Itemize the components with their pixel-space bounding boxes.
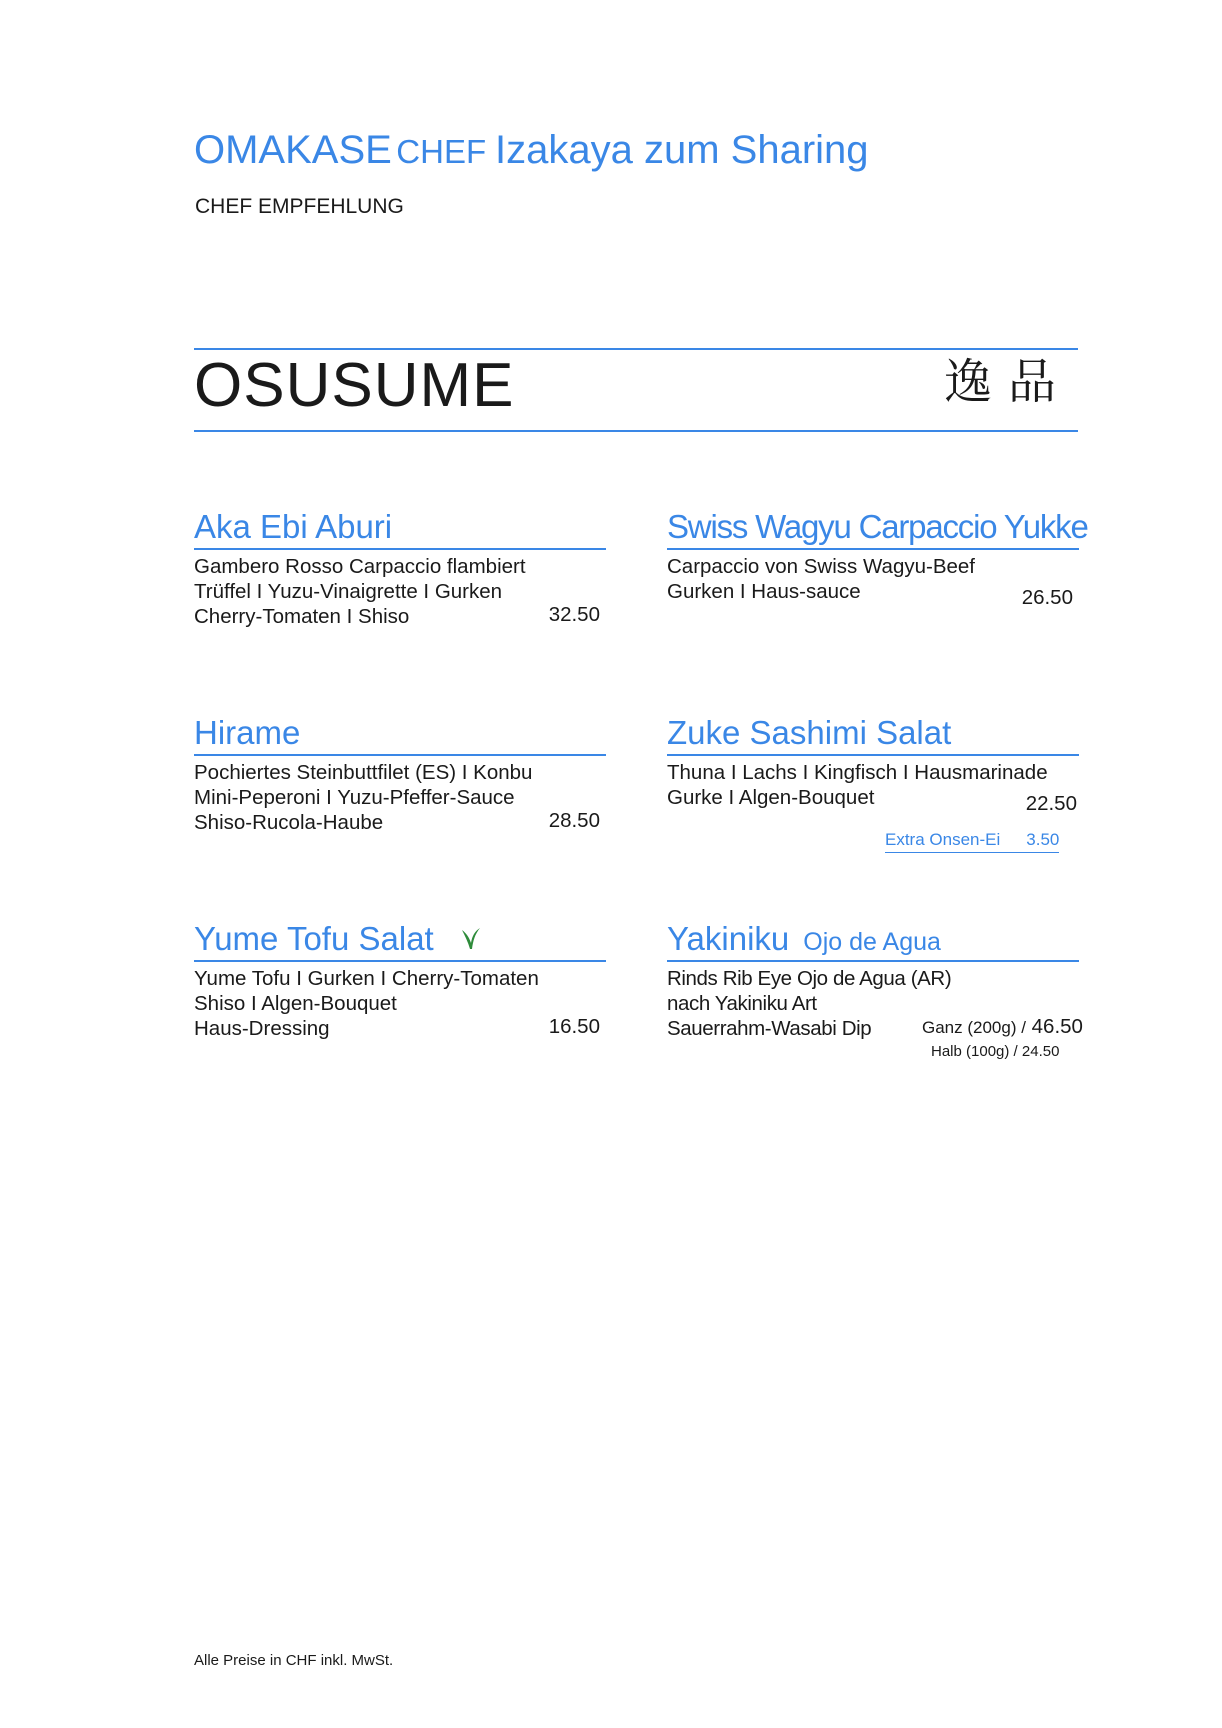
item-rule [194,548,606,550]
item-description [194,966,606,1041]
extra-label: Extra Onsen-Ei [885,830,1001,849]
title-chef: CHEF [396,133,487,170]
title-omakase: OMAKASE [194,128,392,172]
item-description [194,760,606,835]
desc-line: Yume Tofu I Gurken I Cherry-Tomaten [194,967,539,990]
item-description [667,554,1079,604]
desc-line: nach Yakiniku Art [667,992,817,1015]
desc-line: Sauerrahm-Wasabi Dip [667,1017,872,1040]
footer-note: Alle Preise in CHF inkl. MwSt. [194,1652,394,1669]
desc-line: Thuna I Lachs I Kingfisch I Hausmarinade [667,761,1048,784]
price-halb: Halb (100g) / 24.50 [931,1043,1060,1060]
page-subtitle: CHEF EMPFEHLUNG [195,195,404,218]
desc-line: Shiso-Rucola-Haube [194,811,384,834]
menu-item-yakiniku [667,920,1083,1060]
extra-onsen-ei [885,830,1059,853]
section-title: OSUSUME [194,351,515,420]
title-izakaya: Izakaya zum Sharing [495,128,869,172]
item-name: Yume Tofu Salat [194,920,434,957]
menu-item-zuke-sashimi-salat [667,714,1079,849]
item-price: 22.50 [1025,792,1077,815]
section-kanji: 逸品 [943,354,1072,410]
menu-item-aka-ebi-aburi [194,508,606,629]
desc-line: Shiso I Algen-Bouquet [194,992,397,1015]
price-ganz [922,1015,1083,1039]
item-description [667,760,1079,810]
desc-line: Mini-Peperoni I Yuzu-Pfeffer-Sauce [194,786,515,809]
item-rule [194,960,606,962]
item-rule [667,754,1079,756]
desc-line: Gurke I Algen-Bouquet [667,786,875,809]
item-name: Swiss Wagyu Carpaccio Yukke [667,508,1088,545]
desc-line: Trüffel I Yuzu-Vinaigrette I Gurken [194,580,503,603]
leaf-icon [459,922,483,960]
item-name: Zuke Sashimi Salat [667,714,952,751]
desc-line: Haus-Dressing [194,1017,330,1040]
item-rule [667,960,1079,962]
extra-price: 3.50 [1026,830,1060,849]
menu-item-yume-tofu-salat [194,920,606,1041]
desc-line: Rinds Rib Eye Ojo de Agua (AR) [667,967,952,990]
section-top-rule [194,348,1078,350]
item-name-row [194,920,606,958]
item-rule [194,754,606,756]
item-price: 16.50 [548,1015,600,1038]
page-title [194,128,869,173]
item-name-sub: Ojo de Agua [803,928,941,956]
price-ganz-label: Ganz (200g) / [922,1018,1026,1037]
desc-line: Carpaccio von Swiss Wagyu-Beef [667,555,976,578]
desc-line: Pochiertes Steinbuttfilet (ES) I Konbu [194,761,533,784]
item-name: Yakiniku [667,920,790,957]
desc-line: Gurken I Haus-sauce [667,580,861,603]
item-name: Hirame [194,714,301,751]
desc-line: Cherry-Tomaten I Shiso [194,605,410,628]
item-description [194,554,606,629]
item-price: 26.50 [1021,586,1073,609]
menu-item-swiss-wagyu [667,508,1088,609]
item-rule [667,548,1079,550]
item-name-row [667,920,1079,958]
desc-line: Gambero Rosso Carpaccio flambiert [194,555,526,578]
price-ganz-value: 46.50 [1031,1015,1083,1038]
menu-item-hirame [194,714,606,835]
item-name: Aka Ebi Aburi [194,508,393,545]
item-price: 28.50 [548,809,600,832]
section-bottom-rule [194,430,1078,432]
item-price: 32.50 [548,603,600,626]
